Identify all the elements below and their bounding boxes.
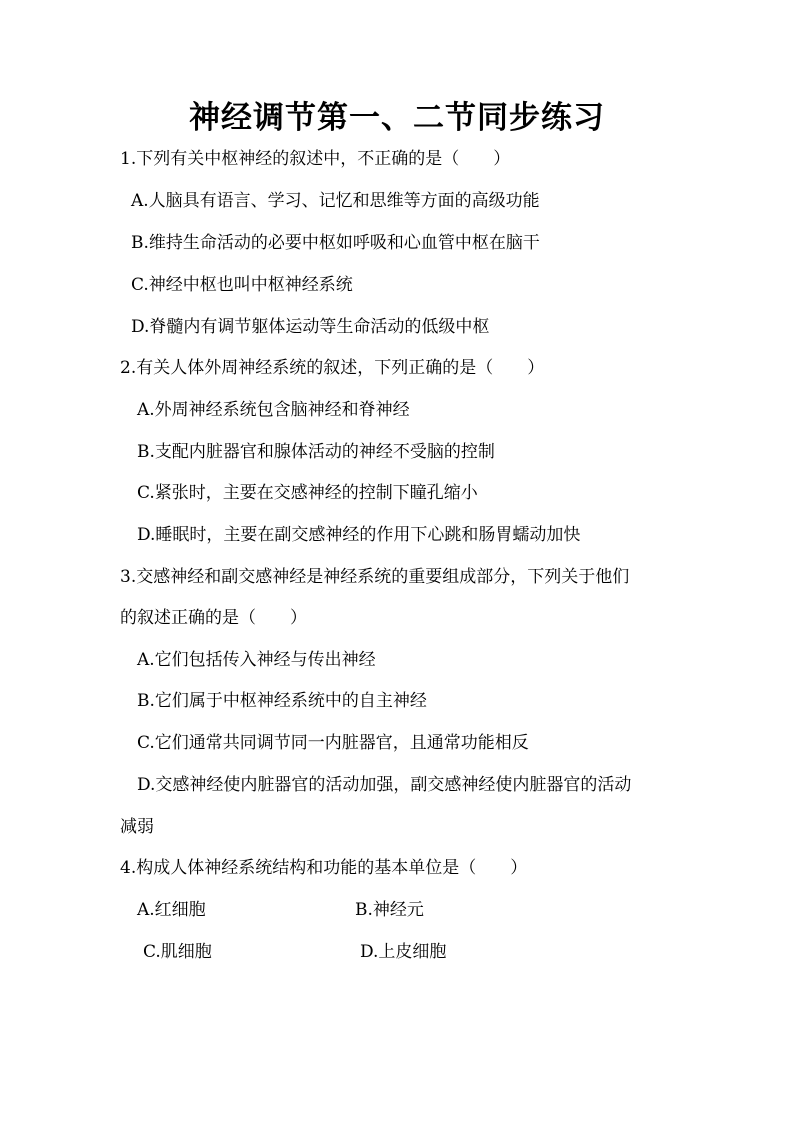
question-4-option-b: B.神经元 — [355, 900, 424, 920]
question-2-option-d: D.睡眠时，主要在副交感神经的作用下心跳和肠胃蠕动加快 — [137, 525, 581, 545]
question-1-stem: 1.下列有关中枢神经的叙述中，不正确的是（ ） — [120, 149, 511, 169]
question-1-option-c: C.神经中枢也叫中枢神经系统 — [131, 275, 353, 295]
question-3-option-a: A.它们包括传入神经与传出神经 — [137, 650, 376, 670]
question-3-stem-line-1: 3.交感神经和副交感神经是神经系统的重要组成部分，下列关于他们 — [120, 567, 630, 587]
question-3-option-d-line-2: 减弱 — [120, 817, 154, 837]
page-title: 神经调节第一、二节同步练习 — [189, 100, 605, 136]
question-4-option-c: C.肌细胞 — [143, 942, 212, 962]
question-2-option-a: A.外周神经系统包含脑神经和脊神经 — [137, 400, 410, 420]
question-3-option-b: B.它们属于中枢神经系统中的自主神经 — [137, 691, 427, 711]
question-2-option-c: C.紧张时，主要在交感神经的控制下瞳孔缩小 — [137, 483, 478, 503]
question-4-option-d: D.上皮细胞 — [360, 942, 447, 962]
question-1-option-d: D.脊髓内有调节躯体运动等生命活动的低级中枢 — [131, 317, 490, 337]
question-4-stem: 4.构成人体神经系统结构和功能的基本单位是（ ） — [120, 858, 528, 878]
question-2-option-b: B.支配内脏器官和腺体活动的神经不受脑的控制 — [137, 442, 495, 462]
question-3-option-d-line-1: D.交感神经使内脏器官的活动加强，副交感神经使内脏器官的活动 — [137, 775, 632, 795]
question-1-option-a: A.人脑具有语言、学习、记忆和思维等方面的高级功能 — [131, 191, 540, 211]
question-3-option-c: C.它们通常共同调节同一内脏器官，且通常功能相反 — [137, 733, 529, 753]
question-1-option-b: B.维持生命活动的必要中枢如呼吸和心血管中枢在脑干 — [131, 233, 540, 253]
question-2-stem: 2.有关人体外周神经系统的叙述，下列正确的是（ ） — [120, 358, 545, 378]
question-3-stem-line-2: 的叙述正确的是（ ） — [120, 608, 307, 628]
question-4-option-a: A.红细胞 — [137, 900, 206, 920]
